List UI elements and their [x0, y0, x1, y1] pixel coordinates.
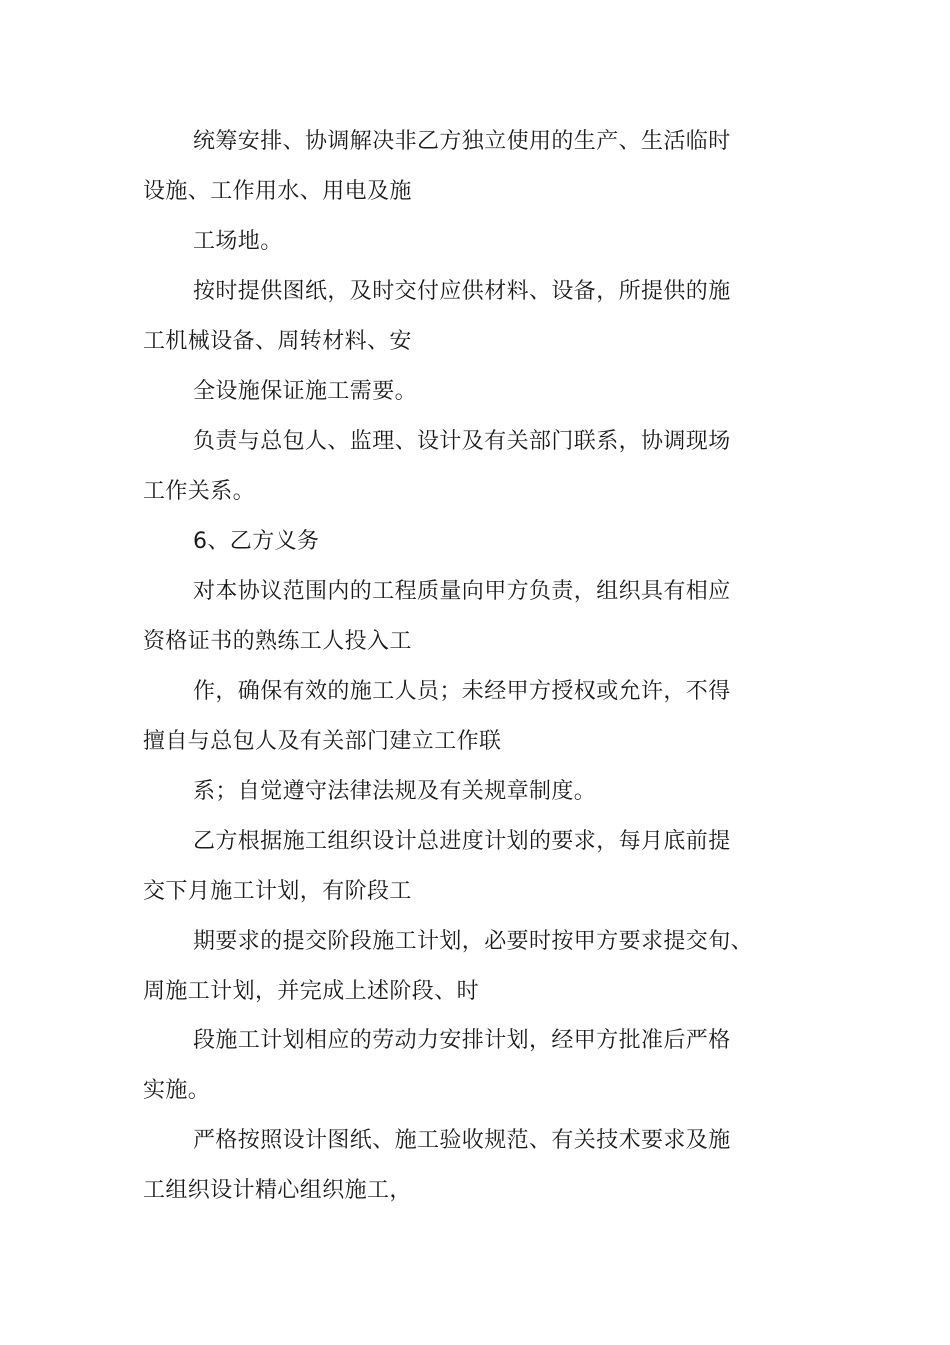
text-line: 周施工计划，并完成上述阶段、时 [143, 979, 480, 1004]
text-line: 严格按照设计图纸、施工验收规范、有关技术要求及施 [193, 1128, 731, 1153]
text-line: 负责与总包人、监理、设计及有关部门联系，协调现场 [193, 429, 731, 454]
text-line: 对本协议范围内的工程质量向甲方负责，组织具有相应 [193, 579, 731, 604]
text-line: 统筹安排、协调解决非乙方独立使用的生产、生活临时 [193, 129, 731, 154]
text-line: 段施工计划相应的劳动力安排计划，经甲方批准后严格 [193, 1028, 731, 1053]
text-line: 工场地。 [193, 229, 283, 254]
text-line: 全设施保证施工需要。 [193, 379, 418, 404]
text-line: 交下月施工计划，有阶段工 [143, 879, 412, 904]
text-line: 作，确保有效的施工人员；未经甲方授权或允许，不得 [193, 679, 731, 704]
text-line: 工组织设计精心组织施工， [143, 1178, 412, 1203]
text-line: 乙方根据施工组织设计总进度计划的要求，每月底前提 [193, 829, 731, 854]
text-line: 按时提供图纸，及时交付应供材料、设备，所提供的施 [193, 279, 731, 304]
text-line: 工机械设备、周转材料、安 [143, 329, 412, 354]
text-line: 工作关系。 [143, 479, 256, 504]
text-line: 设施、工作用水、用电及施 [143, 179, 412, 204]
text-line: 资格证书的熟练工人投入工 [143, 629, 412, 654]
text-line: 实施。 [143, 1078, 211, 1103]
section-heading: 6、乙方义务 [193, 529, 320, 554]
text-line: 系；自觉遵守法律法规及有关规章制度。 [193, 779, 597, 804]
text-line: 期要求的提交阶段施工计划，必要时按甲方要求提交旬、 [193, 929, 754, 954]
text-line: 擅自与总包人及有关部门建立工作联 [143, 729, 502, 754]
